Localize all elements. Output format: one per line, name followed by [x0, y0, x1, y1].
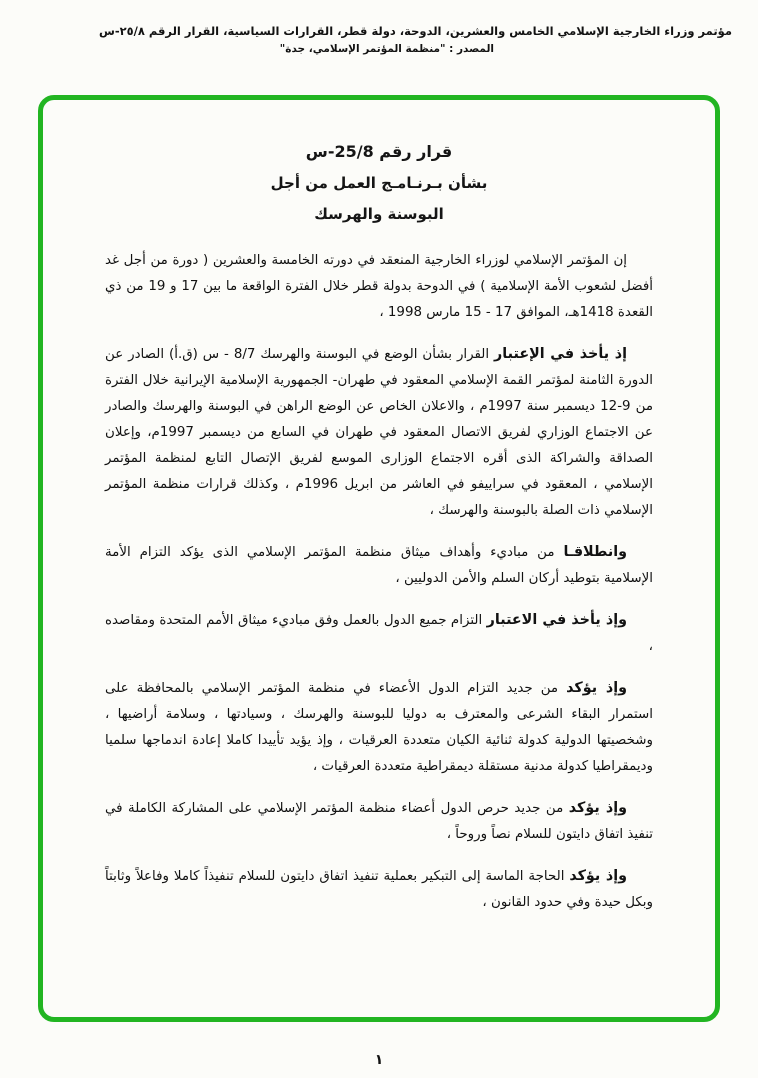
- paragraph-text: التزام جميع الدول بالعمل وفق مباديء ميثاق الأمم المتحدة ومقاصده ،: [105, 613, 653, 654]
- preamble-paragraph: [105, 795, 653, 848]
- preamble-paragraph: [105, 607, 653, 660]
- citation-header: [26, 24, 732, 55]
- paragraph-text: من جديد التزام الدول الأعضاء في منظمة المؤتمر الإسلامي بالمحافظة على استمرار البقاء الشرعى والمعترف به دوليا للبوسنة والهرسك ، وسيادتها ، وسلامة أراضيها ، وشخصيتها الدولية كدولة ثنائية الكيان متعددة العرقيات ، وإذ يؤيد تأييدا كاملا إعادة اندماجها سلميا وديمقراطيا كدولة مدنية مستقلة ديمقراطية متعددة العرقيات ،: [105, 681, 653, 774]
- resolution-topic-title: البوسنة والهرسك: [314, 205, 444, 223]
- preamble-paragraph: [105, 863, 653, 916]
- paragraph-lead: إذ يأخذ في الإعتبار: [494, 346, 627, 362]
- preamble-paragraph: [105, 341, 653, 524]
- paragraph-lead: وإذ يؤكد: [566, 680, 627, 696]
- source-line: المصدر : "منظمة المؤتمر الإسلامي، جدة": [279, 43, 494, 55]
- paragraph-text: القرار بشأن الوضع في البوسنة والهرسك ‎8/7‎ - س (ق.أ) الصادر عن الدورة الثامنة لمؤتمر القمة الإسلامي المعقود في طهران- الجمهورية الإسلامية الإيرانية خلال الفترة من 9-12 ديسمبر سنة 1997م ، والاعلان الخاص عن الوضع الراهن في البوسنة والهرسك والصادر عن الاجتماع الوزاري لفريق الاتصال المعقود في طهران في السابع من ديسمبر 1997م، وإعلان الصداقة والشراكة الذى أقره الاجتماع الوزارى الموسع لفريق الإتصال التابع لمنظمة المؤتمر الإسلامي ، المعقود في سراييفو في العاشر من ابريل 1996م ، وكذلك قرارات منظمة المؤتمر الإسلامي ذات الصلة بالبوسنة والهرسك ،: [105, 347, 654, 518]
- resolution-subject-title: بشأن بـرنـامـج العمل من أجل: [270, 174, 488, 192]
- paragraph-text: الحاجة الماسة إلى التبكير بعملية تنفيذ اتفاق دايتون للسلام تنفيذاً كاملا وفاعلاً وثابتاً وبكل حيدة وفي حدود القانون ،: [105, 869, 653, 910]
- preamble-paragraph: [105, 539, 653, 592]
- resolution-number-title: قرار رقم 25/8-س: [305, 142, 453, 161]
- preamble-paragraph: [105, 675, 653, 780]
- citation-line: مؤتمر وزراء الخارجية الإسلامي الخامس والعشرين، الدوحة، دولة قطر، القرارات السياسية، القرار الرقم ٢٥/٨-س: [98, 24, 732, 38]
- page-number: ١: [374, 1052, 384, 1068]
- paragraph-lead: وإذ يؤكد: [569, 868, 627, 884]
- document-frame: [38, 95, 720, 1022]
- paragraph-text: من مباديء وأهداف ميثاق منظمة المؤتمر الإسلامي الذى يؤكد التزام الأمة الإسلامية بتوطيد أركان السلم والأمن الدوليين ،: [105, 545, 653, 586]
- paragraph-text: إن المؤتمر الإسلامي لوزراء الخارجية المنعقد في دورته الخامسة والعشرين ( دورة من أجل غد أفضل لشعوب الأمة الإسلامية ) في الدوحة بدولة قطر خلال الفترة الواقعة ما بين 17 و 19 من ذي القعدة 1418هـ، الموافق ‎15 - 17‎ مارس 1998 ،: [105, 253, 654, 320]
- paragraph-text: من جديد حرص الدول أعضاء منظمة المؤتمر الإسلامي على المشاركة الكاملة في تنفيذ اتفاق دايتون للسلام نصاً وروحاً ،: [105, 801, 653, 842]
- preamble-paragraph: [105, 247, 653, 326]
- paragraph-lead: وإذ يأخذ في الاعتبار: [486, 612, 627, 628]
- paragraph-lead: وانطلاقـا: [563, 544, 627, 560]
- paragraph-lead: وإذ يؤكد: [568, 800, 628, 816]
- page-footer: [0, 1049, 758, 1068]
